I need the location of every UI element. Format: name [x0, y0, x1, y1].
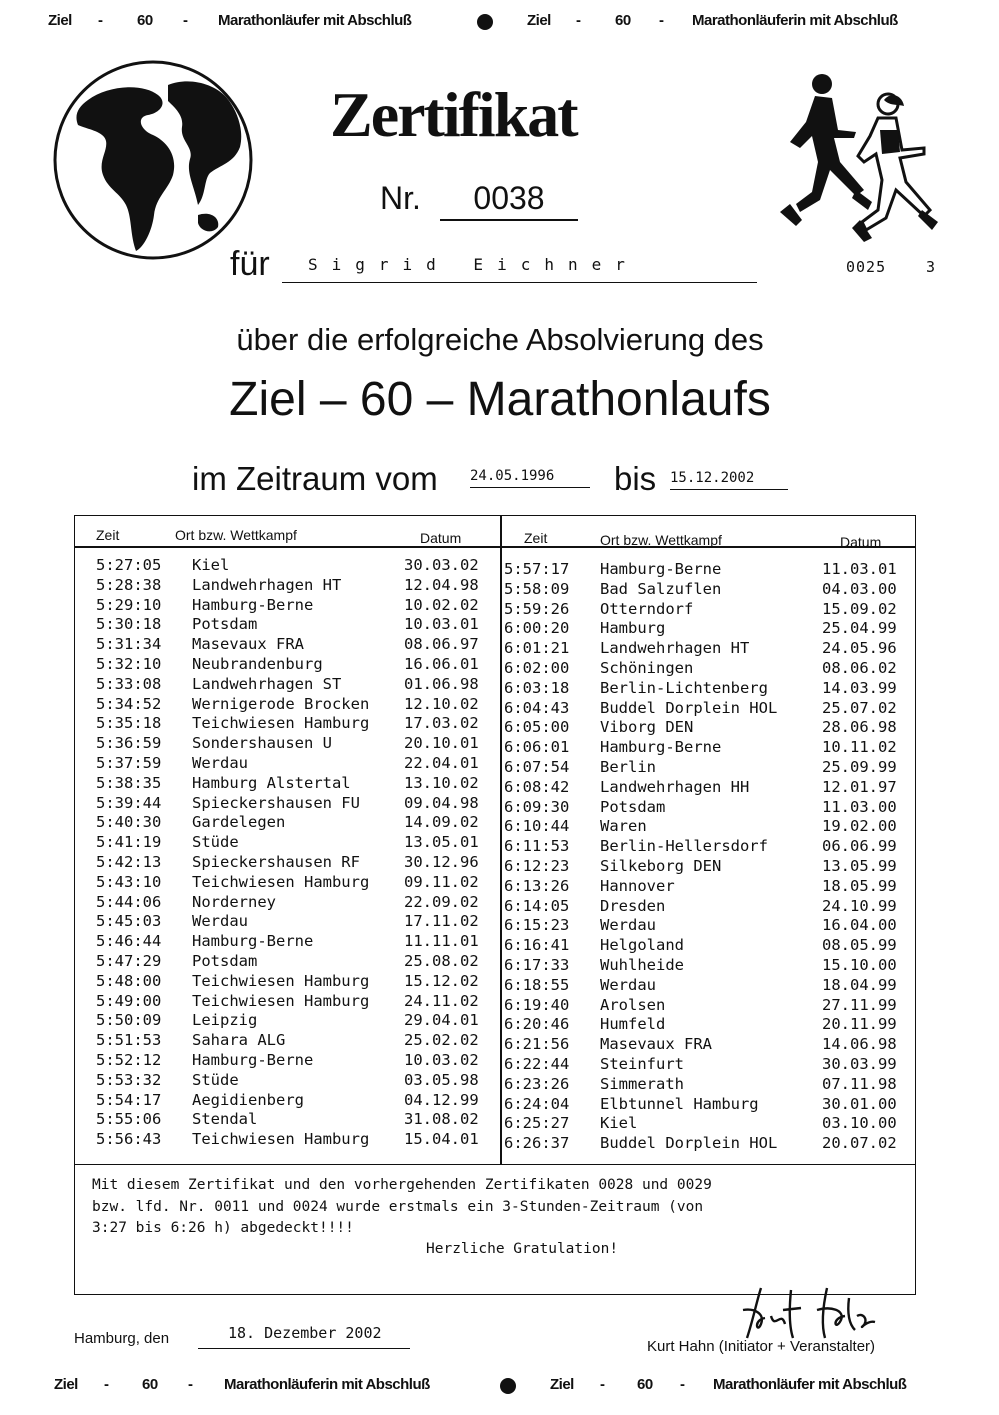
row-location: Wuhlheide [600, 956, 684, 974]
row-time: 6:14:05 [504, 896, 570, 915]
row-time: 5:39:44 [96, 793, 162, 812]
banner-number: 60 [637, 1376, 653, 1393]
row-date: 10.11.02 [822, 738, 897, 757]
row-location: Hamburg-Berne [600, 738, 722, 757]
row-location: Buddel Dorplein HOL [600, 698, 778, 717]
table-row [504, 560, 924, 580]
note-line-3: 3:27 bis 6:26 h) abgedeckt!!!! [92, 1220, 354, 1236]
header-zeit-left: Zeit [96, 527, 120, 543]
banner-number: 60 [137, 12, 153, 29]
table-row [96, 1031, 516, 1051]
table-row [96, 992, 516, 1012]
row-time: 5:42:13 [96, 853, 162, 871]
recipient-underline [282, 282, 757, 283]
row-location: Kiel [600, 1114, 638, 1133]
congratulation: Herzliche Gratulation! [426, 1241, 619, 1257]
table-row [96, 1091, 516, 1111]
row-date: 30.12.96 [404, 853, 479, 871]
table-row [96, 576, 516, 596]
row-date: 25.09.99 [822, 758, 897, 776]
row-time: 5:30:18 [96, 615, 162, 634]
row-time: 5:46:44 [96, 932, 162, 951]
row-time: 5:59:26 [504, 599, 570, 618]
row-location: Spieckershausen RF [192, 853, 360, 871]
row-date: 15.09.02 [822, 599, 897, 618]
row-location: Schöningen [600, 659, 694, 677]
table-row [504, 738, 924, 758]
row-time: 6:00:20 [504, 619, 570, 638]
banner-dash: - [659, 12, 664, 29]
certificate-number: 0038 [440, 180, 578, 221]
globe-icon [48, 55, 258, 265]
header-rule [74, 546, 916, 548]
table-row [96, 655, 516, 675]
row-date: 25.02.02 [404, 1031, 479, 1050]
banner-dash: - [183, 12, 188, 29]
row-location: Landwehrhagen HT [600, 639, 750, 658]
banner-word: Ziel [48, 12, 72, 29]
reference-code: 0025 [846, 258, 887, 276]
table-row [504, 1035, 924, 1055]
row-location: Teichwiesen Hamburg [192, 991, 370, 1010]
header-ort-left: Ort bzw. Wettkampf [175, 527, 297, 543]
header-ort-right: Ort bzw. Wettkampf [600, 532, 722, 548]
banner-dash: - [600, 1376, 605, 1393]
table-row [504, 1075, 924, 1095]
row-date: 08.06.02 [822, 659, 897, 677]
table-row [96, 774, 516, 794]
row-location: Potsdam [600, 797, 666, 816]
row-date: 20.11.99 [822, 1015, 897, 1034]
row-location: Werdau [600, 916, 656, 935]
row-time: 6:12:23 [504, 857, 570, 875]
table-row [96, 1051, 516, 1071]
banner-dash: - [680, 1376, 685, 1393]
row-time: 6:25:27 [504, 1114, 570, 1133]
banner-text: Marathonläufer mit Abschluß [713, 1376, 907, 1393]
row-location: Teichwiesen Hamburg [192, 714, 370, 733]
table-row [96, 714, 516, 734]
row-location: Hamburg-Berne [192, 595, 314, 614]
sign-date: 18. Dezember 2002 [228, 1324, 382, 1342]
row-time: 5:54:17 [96, 1090, 162, 1109]
banner-word: Ziel [527, 12, 551, 29]
table-row [504, 1055, 924, 1075]
row-location: Dresden [600, 896, 666, 915]
row-time: 6:22:44 [504, 1055, 570, 1073]
row-date: 20.07.02 [822, 1134, 897, 1153]
row-date: 03.05.98 [404, 1070, 479, 1089]
row-date: 29.04.01 [404, 1011, 479, 1030]
row-location: Masevaux FRA [192, 635, 304, 654]
row-time: 6:01:21 [504, 639, 570, 658]
row-location: Humfeld [600, 1015, 666, 1034]
row-date: 20.10.01 [404, 734, 479, 753]
table-row [96, 853, 516, 873]
row-time: 5:41:19 [96, 833, 162, 852]
row-date: 27.11.99 [822, 995, 897, 1014]
header-zeit-right: Zeit [524, 530, 548, 546]
row-time: 6:09:30 [504, 797, 570, 816]
row-date: 14.06.98 [822, 1035, 897, 1054]
fuer-label: für [230, 245, 270, 283]
row-date: 13.05.01 [404, 833, 479, 852]
table-row [504, 1095, 924, 1115]
row-time: 5:52:12 [96, 1051, 162, 1069]
row-location: Viborg DEN [600, 718, 694, 737]
bis-label: bis [614, 460, 657, 497]
row-location: Aegidienberg [192, 1090, 304, 1109]
row-location: Stüde [192, 833, 239, 852]
row-date: 17.11.02 [404, 912, 479, 931]
row-date: 15.04.01 [404, 1130, 479, 1149]
ueber-text: über die erfolgreiche Absolvierung des [236, 322, 764, 357]
row-date: 13.05.99 [822, 857, 897, 875]
row-time: 6:02:00 [504, 659, 570, 677]
row-time: 5:47:29 [96, 952, 162, 970]
table-row [96, 952, 516, 972]
row-date: 01.06.98 [404, 674, 479, 693]
row-location: Stendal [192, 1110, 258, 1129]
note-line-2: bzw. lfd. Nr. 0011 und 0024 wurde erstmals ein 3-Stunden-Zeitraum (von [92, 1199, 704, 1215]
top-banner [40, 8, 960, 36]
reference-suffix: 3 [926, 258, 936, 276]
row-time: 5:58:09 [504, 579, 570, 598]
table-row [96, 893, 516, 913]
row-date: 09.11.02 [404, 872, 479, 891]
row-location: Hamburg-Berne [600, 560, 722, 578]
banner-dot [477, 14, 493, 30]
row-time: 6:03:18 [504, 678, 570, 697]
row-date: 17.03.02 [404, 714, 479, 733]
table-row [504, 798, 924, 818]
row-location: Spieckershausen FU [192, 793, 360, 812]
table-row [504, 936, 924, 956]
row-location: Steinfurt [600, 1055, 684, 1073]
banner-word: Ziel [54, 1376, 78, 1393]
row-date: 18.04.99 [822, 975, 897, 994]
table-row [504, 718, 924, 738]
banner-dash: - [98, 12, 103, 29]
table-row [504, 916, 924, 936]
row-time: 5:55:06 [96, 1110, 162, 1129]
row-time: 6:23:26 [504, 1074, 570, 1093]
row-location: Sondershausen U [192, 734, 332, 753]
row-time: 5:40:30 [96, 813, 162, 832]
row-time: 5:53:32 [96, 1070, 162, 1089]
row-date: 11.03.01 [822, 560, 897, 578]
row-time: 6:04:43 [504, 698, 570, 717]
row-date: 30.03.02 [404, 556, 479, 574]
row-date: 09.04.98 [404, 793, 479, 812]
zeitraum-label: im Zeitraum vom [192, 460, 438, 497]
table-row [504, 857, 924, 877]
note-line-1: Mit diesem Zertifikat und den vorhergehenden Zertifikaten 0028 und 0029 [92, 1177, 712, 1193]
row-location: Stüde [192, 1070, 239, 1089]
row-location: Hamburg Alstertal [192, 773, 351, 792]
table-row [96, 754, 516, 774]
row-time: 5:31:34 [96, 635, 162, 654]
row-date: 08.06.97 [404, 635, 479, 654]
row-location: Landwehrhagen HH [600, 777, 750, 796]
banner-number: 60 [142, 1376, 158, 1393]
row-date: 15.12.02 [404, 971, 479, 990]
row-time: 5:36:59 [96, 734, 162, 753]
row-location: Berlin-Lichtenberg [600, 678, 768, 697]
row-location: Landwehrhagen ST [192, 674, 342, 693]
row-time: 6:17:33 [504, 956, 570, 974]
row-location: Waren [600, 817, 647, 836]
table-row [96, 1110, 516, 1130]
row-date: 25.08.02 [404, 952, 479, 970]
date-from: 24.05.1996 [470, 468, 590, 488]
row-time: 6:16:41 [504, 936, 570, 955]
row-location: Teichwiesen Hamburg [192, 1130, 370, 1149]
row-location: Hamburg-Berne [192, 932, 314, 951]
table-row [96, 596, 516, 616]
row-location: Teichwiesen Hamburg [192, 971, 370, 990]
table-row [96, 1071, 516, 1091]
row-location: Neubrandenburg [192, 655, 323, 673]
row-date: 04.03.00 [822, 579, 897, 598]
row-location: Potsdam [192, 952, 258, 970]
date-to: 15.12.2002 [670, 470, 788, 490]
row-time: 5:57:17 [504, 560, 570, 578]
table-row [96, 615, 516, 635]
row-time: 5:33:08 [96, 674, 162, 693]
row-location: Berlin-Hellersdorf [600, 837, 768, 856]
row-time: 6:15:23 [504, 916, 570, 935]
row-location: Potsdam [192, 615, 258, 634]
row-date: 24.05.96 [822, 639, 897, 658]
row-time: 6:18:55 [504, 975, 570, 994]
row-time: 5:43:10 [96, 872, 162, 891]
table-row [504, 639, 924, 659]
row-time: 6:10:44 [504, 817, 570, 836]
row-date: 11.03.00 [822, 797, 897, 816]
row-location: Leipzig [192, 1011, 258, 1030]
signer-name: Kurt Hahn (Initiator + Veranstalter) [647, 1338, 876, 1355]
banner-text: Marathonläufer mit Abschluß [218, 12, 412, 29]
row-location: Teichwiesen Hamburg [192, 872, 370, 891]
row-location: Werdau [192, 754, 248, 772]
table-row [504, 956, 924, 976]
row-location: Otterndorf [600, 599, 694, 618]
row-date: 24.10.99 [822, 896, 897, 915]
table-row [504, 837, 924, 857]
row-date: 30.01.00 [822, 1094, 897, 1113]
row-date: 24.11.02 [404, 991, 479, 1010]
table-row [96, 635, 516, 655]
table-row [504, 699, 924, 719]
row-location: Sahara ALG [192, 1031, 286, 1050]
row-date: 15.10.00 [822, 956, 897, 974]
table-row [504, 1114, 924, 1134]
row-date: 22.09.02 [404, 892, 479, 911]
row-date: 12.01.97 [822, 777, 897, 796]
row-location: Elbtunnel Hamburg [600, 1094, 759, 1113]
row-date: 19.02.00 [822, 817, 897, 836]
table-row [96, 1130, 516, 1150]
row-time: 5:38:35 [96, 773, 162, 792]
recipient-name: Sigrid Eichner [308, 255, 639, 274]
row-location: Bad Salzuflen [600, 579, 722, 598]
row-time: 5:27:05 [96, 556, 162, 574]
row-date: 30.03.99 [822, 1055, 897, 1073]
table-row [96, 932, 516, 952]
row-date: 14.03.99 [822, 678, 897, 697]
row-time: 5:35:18 [96, 714, 162, 733]
row-date: 25.07.02 [822, 698, 897, 717]
banner-number: 60 [615, 12, 631, 29]
header-datum-left: Datum [420, 530, 462, 546]
row-location: Gardelegen [192, 813, 286, 832]
banner-text: Marathonläuferin mit Abschluß [224, 1376, 430, 1393]
row-location: Hamburg [600, 619, 666, 638]
event-name: Ziel – 60 – Marathonlaufs [229, 373, 771, 426]
row-location: Hamburg-Berne [192, 1051, 314, 1069]
row-date: 07.11.98 [822, 1074, 897, 1093]
row-time: 6:21:56 [504, 1035, 570, 1054]
nr-label: Nr. [380, 180, 421, 216]
banner-dash: - [104, 1376, 109, 1393]
row-location: Simmerath [600, 1074, 684, 1093]
row-date: 22.04.01 [404, 754, 479, 772]
row-time: 5:45:03 [96, 912, 162, 931]
table-row [96, 972, 516, 992]
row-date: 25.04.99 [822, 619, 897, 638]
row-date: 16.04.00 [822, 916, 897, 935]
table-row [504, 600, 924, 620]
row-location: Norderney [192, 892, 276, 911]
table-row [504, 580, 924, 600]
row-location: Werdau [192, 912, 248, 931]
table-row [96, 833, 516, 853]
row-date: 18.05.99 [822, 876, 897, 895]
table-row [96, 556, 516, 576]
row-location: Kiel [192, 556, 230, 574]
banner-dot [500, 1378, 516, 1394]
table-row [96, 1011, 516, 1031]
row-time: 6:08:42 [504, 777, 570, 796]
certificate-title: Zertifikat [330, 79, 577, 150]
row-time: 6:19:40 [504, 995, 570, 1014]
row-time: 5:32:10 [96, 655, 162, 673]
table-row [96, 912, 516, 932]
banner-dash: - [576, 12, 581, 29]
row-time: 6:20:46 [504, 1015, 570, 1034]
row-time: 5:44:06 [96, 892, 162, 911]
row-time: 5:56:43 [96, 1130, 162, 1149]
bottom-banner [40, 1372, 960, 1400]
row-date: 28.06.98 [822, 718, 897, 737]
row-date: 08.05.99 [822, 936, 897, 955]
row-date: 10.02.02 [404, 595, 479, 614]
date-underline [198, 1348, 410, 1349]
runners-icon [760, 70, 950, 250]
row-location: Berlin [600, 758, 656, 776]
table-row [504, 897, 924, 917]
table-row [96, 873, 516, 893]
row-time: 5:37:59 [96, 754, 162, 772]
table-row [96, 675, 516, 695]
table-row [504, 1015, 924, 1035]
table-row [504, 996, 924, 1016]
banner-word: Ziel [550, 1376, 574, 1393]
row-date: 10.03.02 [404, 1051, 479, 1069]
row-time: 6:26:37 [504, 1134, 570, 1153]
row-date: 10.03.01 [404, 615, 479, 634]
row-location: Silkeborg DEN [600, 857, 722, 875]
table-row [96, 734, 516, 754]
table-row [96, 695, 516, 715]
banner-dash: - [188, 1376, 193, 1393]
row-date: 16.06.01 [404, 655, 479, 673]
row-location: Buddel Dorplein HOL [600, 1134, 778, 1153]
header-datum-right: Datum [840, 534, 882, 550]
row-location: Helgoland [600, 936, 684, 955]
row-location: Masevaux FRA [600, 1035, 712, 1054]
row-date: 12.04.98 [404, 575, 479, 594]
table-row [504, 877, 924, 897]
row-time: 5:50:09 [96, 1011, 162, 1030]
table-row [504, 679, 924, 699]
row-time: 5:51:53 [96, 1031, 162, 1050]
row-time: 6:05:00 [504, 718, 570, 737]
table-row [504, 619, 924, 639]
row-location: Landwehrhagen HT [192, 575, 342, 594]
row-location: Werdau [600, 975, 656, 994]
row-time: 5:34:52 [96, 694, 162, 713]
row-date: 06.06.99 [822, 837, 897, 856]
place-label: Hamburg, den [74, 1330, 170, 1347]
row-location: Wernigerode Brocken [192, 694, 370, 713]
row-date: 31.08.02 [404, 1110, 479, 1129]
row-time: 5:29:10 [96, 595, 162, 614]
row-time: 5:48:00 [96, 971, 162, 990]
table-row [504, 659, 924, 679]
table-row [504, 758, 924, 778]
table-row [504, 976, 924, 996]
row-date: 03.10.00 [822, 1114, 897, 1133]
table-row [96, 813, 516, 833]
row-time: 6:13:26 [504, 876, 570, 895]
banner-text: Marathonläuferin mit Abschluß [692, 12, 898, 29]
row-time: 6:06:01 [504, 738, 570, 757]
table-row [96, 794, 516, 814]
row-time: 6:11:53 [504, 837, 570, 856]
row-date: 14.09.02 [404, 813, 479, 832]
row-location: Arolsen [600, 995, 666, 1014]
row-date: 12.10.02 [404, 694, 479, 713]
row-time: 6:07:54 [504, 758, 570, 776]
row-date: 13.10.02 [404, 773, 479, 792]
table-row [504, 817, 924, 837]
row-time: 5:28:38 [96, 575, 162, 594]
row-location: Hannover [600, 876, 675, 895]
row-time: 6:24:04 [504, 1094, 570, 1113]
table-row [504, 1134, 924, 1154]
row-date: 11.11.01 [404, 932, 479, 951]
row-time: 5:49:00 [96, 991, 162, 1010]
table-row [504, 778, 924, 798]
row-date: 04.12.99 [404, 1090, 479, 1109]
